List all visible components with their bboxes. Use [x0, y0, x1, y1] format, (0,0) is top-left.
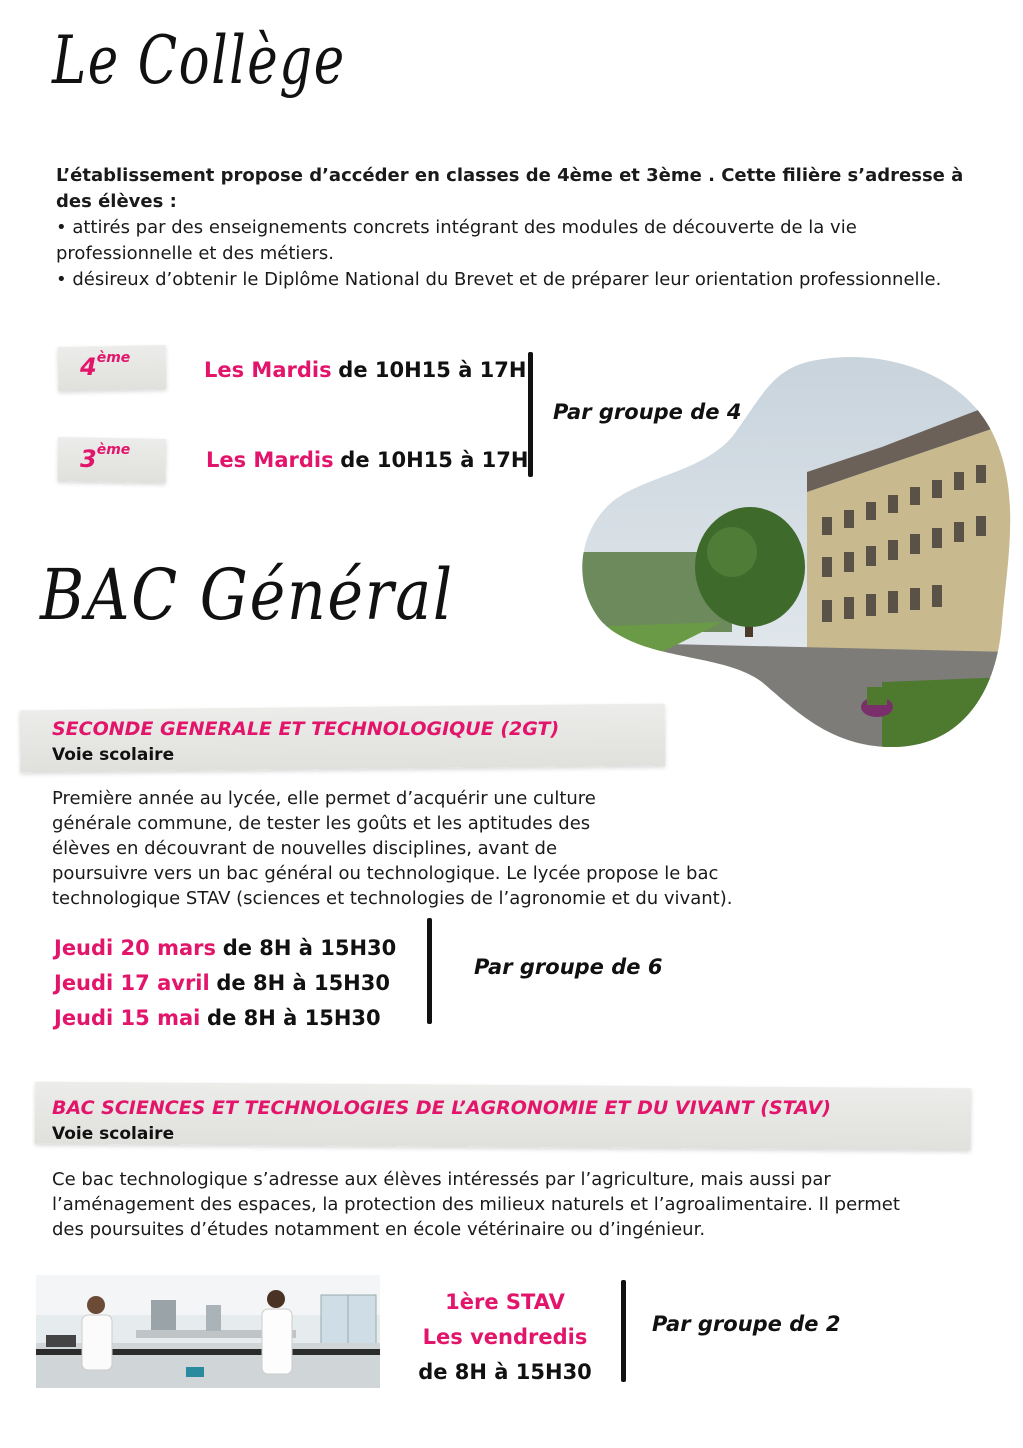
- stav-voie: Voie scolaire: [52, 1124, 175, 1144]
- intro-bullet-2: • désireux d’obtenir le Diplôme National du Brevet et de préparer leur orientation professionnelle.: [56, 269, 942, 290]
- seconde-line: Première année au lycée, elle permet d’acquérir une culture: [52, 788, 596, 809]
- seconde-title: SECONDE GENERALE ET TECHNOLOGIQUE (2GT): [52, 718, 560, 740]
- stav-title: BAC SCIENCES ET TECHNOLOGIES DE L’AGRONOMIE ET DU VIVANT (STAV): [52, 1097, 831, 1119]
- seconde-line: poursuivre vers un bac général ou technologique. Le lycée propose le bac: [52, 863, 719, 884]
- stav-day: Les vendredis: [422, 1325, 588, 1349]
- college-divider: [528, 352, 533, 477]
- stav-schedule: [390, 1285, 620, 1390]
- seconde-date-row: Jeudi 15 mai de 8H à 15H30: [54, 1006, 381, 1030]
- intro-bullet-1: • attirés par des enseignements concrets intégrant des modules de découverte de la vie professionnelle et des métiers.: [56, 217, 857, 264]
- seconde-voie: Voie scolaire: [52, 745, 175, 765]
- seconde-line: technologique STAV (sciences et technologies de l’agronomie et du vivant).: [52, 888, 733, 909]
- stav-time: de 8H à 15H30: [418, 1360, 592, 1384]
- seconde-group: Par groupe de 6: [474, 955, 663, 979]
- stav-divider: [621, 1280, 626, 1382]
- seconde-divider: [427, 918, 432, 1024]
- bac-general-title: BAC Général: [40, 554, 454, 636]
- college-intro: [56, 163, 986, 293]
- college-title: Le Collège: [52, 22, 346, 99]
- seconde-dates: [54, 931, 396, 1036]
- level-4eme: 4ème: [80, 350, 131, 381]
- laboratory-photo: [36, 1275, 380, 1388]
- stav-line: l’aménagement des espaces, la protection des milieux naturels et l’agroalimentaire. Il permet: [52, 1194, 900, 1215]
- schedule-4eme: Les Mardis de 10H15 à 17H: [204, 358, 527, 382]
- school-building-photo: [582, 352, 1012, 747]
- seconde-date-row: Jeudi 20 mars de 8H à 15H30: [54, 936, 397, 960]
- stav-group: Par groupe de 2: [652, 1312, 841, 1336]
- stav-description: [52, 1167, 982, 1242]
- seconde-line: générale commune, de tester les goûts et les aptitudes des: [52, 813, 591, 834]
- level-3eme: 3ème: [80, 442, 131, 473]
- seconde-description: [52, 786, 812, 911]
- seconde-line: élèves en découvrant de nouvelles disciplines, avant de: [52, 838, 558, 859]
- seconde-date-row: Jeudi 17 avril de 8H à 15H30: [54, 971, 390, 995]
- stav-level: 1ère STAV: [445, 1290, 565, 1314]
- stav-line: des poursuites d’études notamment en école vétérinaire ou d’ingénieur.: [52, 1219, 706, 1240]
- stav-line: Ce bac technologique s’adresse aux élèves intéressés par l’agriculture, mais aussi par: [52, 1169, 831, 1190]
- intro-lead: L’établissement propose d’accéder en classes de 4ème et 3ème . Cette filière s’adresse à des élèves :: [56, 165, 964, 212]
- college-group: Par groupe de 4: [553, 400, 742, 424]
- schedule-3eme: Les Mardis de 10H15 à 17H: [206, 448, 529, 472]
